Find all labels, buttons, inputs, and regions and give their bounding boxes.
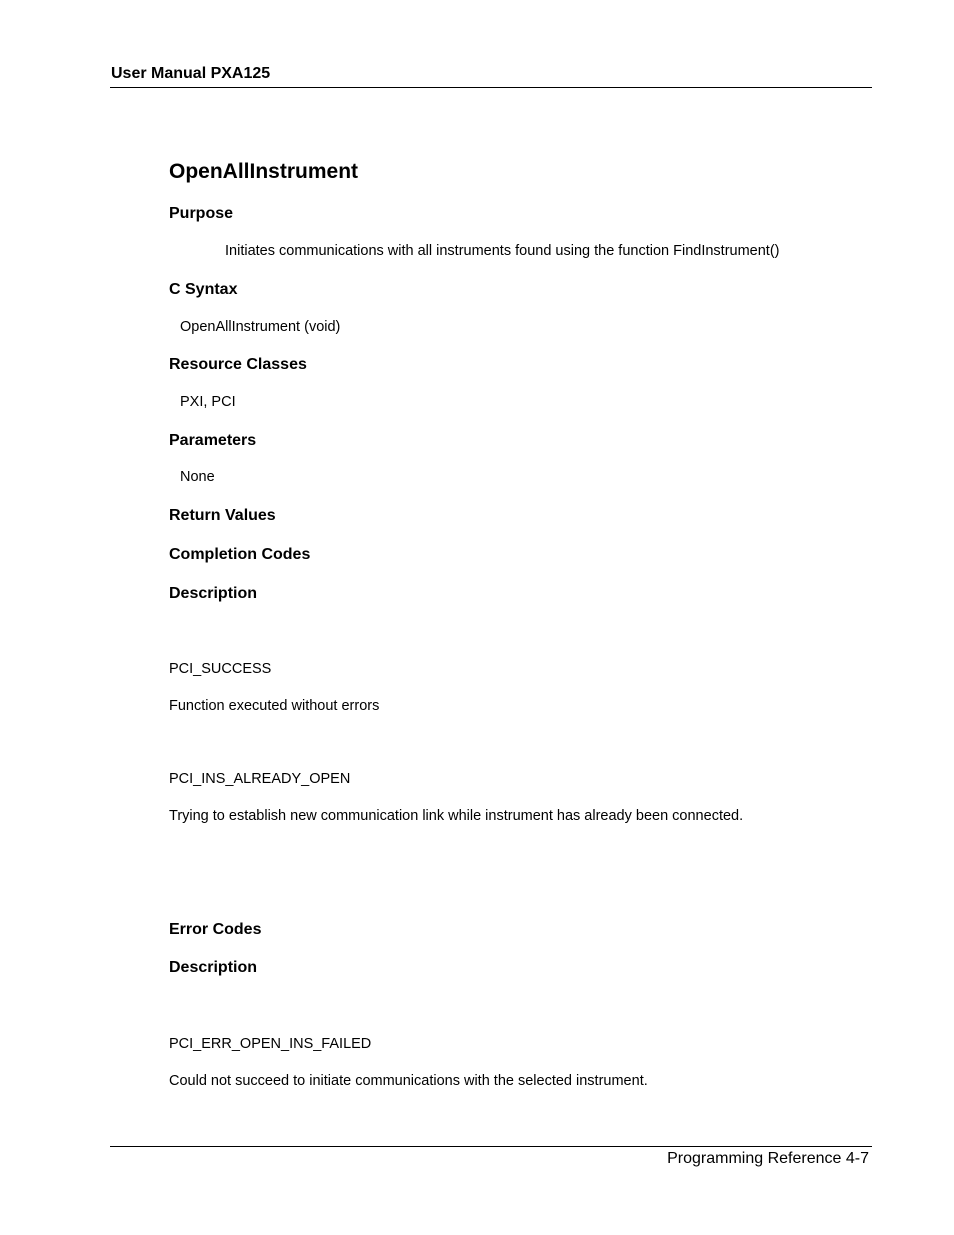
error-codes-heading: Error Codes bbox=[169, 921, 262, 938]
parameters-text: None bbox=[180, 469, 215, 485]
error-code: PCI_ERR_OPEN_INS_FAILED bbox=[169, 1036, 372, 1052]
parameters-heading: Parameters bbox=[169, 432, 257, 449]
completion-code: PCI_SUCCESS bbox=[169, 661, 272, 677]
completion-description-heading: Description bbox=[169, 585, 258, 602]
resource-classes-text: PXI, PCI bbox=[180, 394, 236, 410]
error-description-heading: Description bbox=[169, 959, 258, 976]
purpose-heading: Purpose bbox=[169, 205, 234, 222]
error-code-description: Could not succeed to initiate communications with the selected instrument. bbox=[169, 1073, 648, 1089]
footer-divider bbox=[110, 1146, 872, 1147]
return-values-heading: Return Values bbox=[169, 507, 276, 524]
header-divider bbox=[110, 87, 872, 88]
syntax-heading: C Syntax bbox=[169, 281, 238, 298]
completion-code-description: Trying to establish new communication link while instrument has already been connected. bbox=[169, 808, 744, 824]
function-name: OpenAllInstrument bbox=[169, 160, 359, 183]
syntax-text: OpenAllInstrument (void) bbox=[180, 319, 341, 335]
completion-code-description: Function executed without errors bbox=[169, 698, 380, 714]
resource-classes-heading: Resource Classes bbox=[169, 356, 307, 373]
purpose-text: Initiates communications with all instruments found using the function FindInstrument() bbox=[225, 243, 780, 259]
document-title: User Manual PXA125 bbox=[111, 65, 271, 82]
completion-codes-heading: Completion Codes bbox=[169, 546, 311, 563]
completion-code: PCI_INS_ALREADY_OPEN bbox=[169, 771, 351, 787]
page-number: Programming Reference 4-7 bbox=[667, 1150, 869, 1167]
